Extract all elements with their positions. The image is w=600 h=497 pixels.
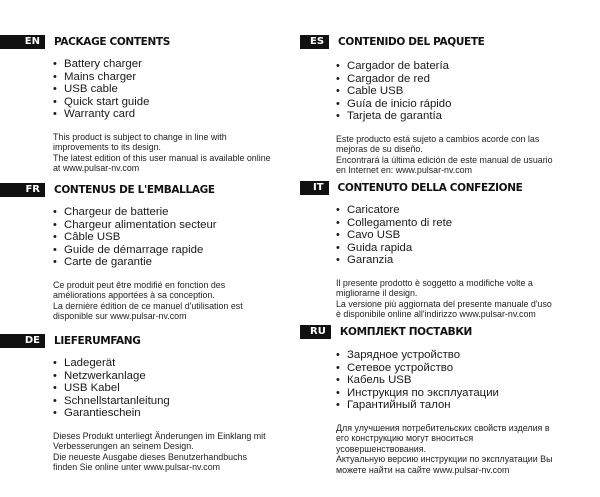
- list-item: • Caricatore: [336, 204, 400, 216]
- list-item: • Кабель USB: [336, 374, 412, 387]
- section-header: [300, 325, 552, 339]
- list-item: • Collegamento di rete: [336, 216, 453, 229]
- language-code-tag: IT: [300, 181, 329, 195]
- section-ru: [300, 325, 552, 475]
- language-code-tag: DE: [0, 334, 45, 348]
- section-header: [300, 35, 553, 49]
- disclaimer-note: Для улучшения потребительских свойств изделия в его конструкцию могут вноситься усовершенствования. Актуальную версию инструкции по эксплуатации Вы можете найти на сайте www.pulsar-nv.com: [336, 422, 553, 475]
- list-item: • Warranty card: [53, 108, 136, 121]
- section-de: [0, 334, 266, 473]
- list-item: • Cargador de batería: [336, 60, 449, 72]
- contents-list: [336, 60, 553, 123]
- section-header: [0, 183, 243, 197]
- list-item: • Garantieschein: [53, 407, 141, 420]
- section-header: [0, 334, 266, 348]
- list-item: • Guida rapida: [336, 241, 413, 254]
- language-code-tag: EN: [0, 35, 45, 49]
- disclaimer-note: Este producto está sujeto a cambios acorde con las mejoras de su diseño. Encontrará la última edición de este manual de usuario en Internet en: www.pulsar-nv.com: [336, 133, 553, 176]
- contents-list: [53, 357, 266, 420]
- list-item: • Chargeur de batterie: [53, 206, 169, 218]
- section-fr: [0, 183, 243, 322]
- contents-list: [53, 58, 271, 121]
- section-title: CONTENIDO DEL PAQUETE: [338, 36, 485, 48]
- list-item: • Guía de inicio rápido: [336, 97, 452, 110]
- language-code-tag: RU: [300, 325, 331, 339]
- list-item: • Cavo USB: [336, 229, 401, 242]
- list-item: • Сетевое устройство: [336, 361, 454, 374]
- section-title: CONTENUS DE L'EMBALLAGE: [54, 184, 215, 196]
- contents-list: [53, 206, 243, 269]
- list-item: • Câble USB: [53, 231, 121, 244]
- section-title: PACKAGE CONTENTS: [54, 36, 170, 48]
- disclaimer-note: Dieses Produkt unterliegt Änderungen im Einklang mit Verbesserungen an seinem Design. Die neueste Ausgabe dieses Benutzerhandbuchs finden Sie online unter www.pulsar-nv.com: [53, 430, 266, 473]
- section-title: CONTENUTO DELLA CONFEZIONE: [337, 182, 523, 194]
- list-item: • Battery charger: [53, 58, 142, 70]
- list-item: • Зарядное устройство: [336, 349, 461, 361]
- list-item: • Cable USB: [336, 85, 404, 98]
- list-item: • USB Kabel: [53, 382, 120, 395]
- list-item: • Netzwerkanlage: [53, 369, 146, 382]
- contents-list: [336, 349, 552, 412]
- list-item: • Mains charger: [53, 70, 137, 83]
- section-header: [300, 181, 552, 195]
- list-item: • Quick start guide: [53, 95, 150, 108]
- list-item: • Garanzia: [336, 254, 394, 267]
- disclaimer-note: Ce produit peut être modifié en fonction des améliorations apportées à sa conception. La dernière édition de ce manuel d'utilisation est disponible sur www.pulsar-nv.com: [53, 279, 243, 322]
- list-item: • Guide de démarrage rapide: [53, 243, 204, 256]
- section-it: [300, 181, 552, 320]
- language-code-tag: ES: [300, 35, 329, 49]
- list-item: • Chargeur alimentation secteur: [53, 218, 217, 231]
- list-item: • Гарантийный талон: [336, 399, 451, 412]
- section-title: КОМПЛЕКТ ПОСТАВКИ: [339, 326, 472, 338]
- list-item: • Cargador de red: [336, 72, 430, 85]
- list-item: • Schnellstartanleitung: [53, 394, 170, 407]
- contents-list: [336, 204, 552, 267]
- list-item: • Инструкция по эксплуатации: [336, 386, 499, 399]
- list-item: • Carte de garantie: [53, 256, 153, 269]
- section-es: [300, 35, 553, 176]
- section-header: [0, 35, 271, 49]
- language-code-tag: FR: [0, 183, 45, 197]
- list-item: • Tarjeta de garantía: [336, 110, 442, 123]
- list-item: • Ladegerät: [53, 357, 116, 369]
- list-item: • USB cable: [53, 83, 118, 96]
- disclaimer-note: Il presente prodotto è soggetto a modifiche volte a migliorarne il design. La versione più aggiornata del presente manuale d'uso è disponibile online all'indirizzo www.pulsar-nv.com: [336, 277, 552, 320]
- section-title: LIEFERUMFANG: [54, 335, 141, 347]
- section-en: [0, 35, 271, 174]
- disclaimer-note: This product is subject to change in line with improvements to its design. The latest edition of this user manual is available online at www.pulsar-nv.com: [53, 131, 271, 174]
